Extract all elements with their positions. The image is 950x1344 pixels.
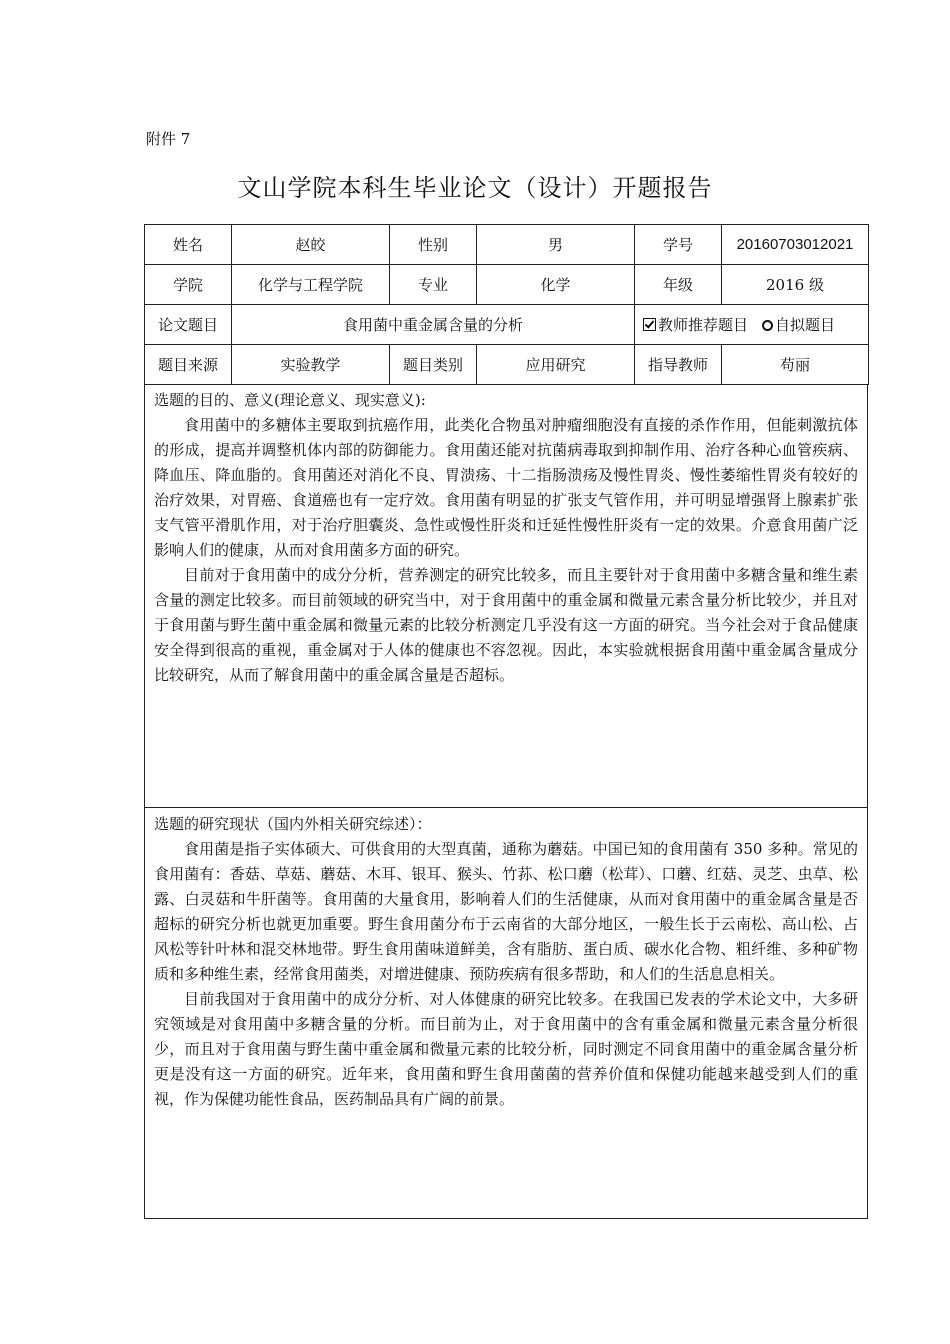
- table-row: [145, 345, 869, 385]
- radio-icon[interactable]: [762, 320, 773, 331]
- research-status-section: [144, 807, 868, 1219]
- table-row: [145, 225, 869, 265]
- page-title: 文山学院本科生毕业论文（设计）开题报告: [237, 174, 713, 202]
- student-id-label: 学号: [635, 225, 722, 265]
- attachment-label: 附件 7: [146, 130, 191, 148]
- topic-value: 食用菌中重金属含量的分析: [232, 305, 635, 345]
- grade-label: 年级: [635, 265, 722, 305]
- paragraph: 目前我国对于食用菌中的成分分析、对人体健康的研究比较多。在我国已发表的学术论文中，大多研究领域是对食用菌中多糖含量的分析。而目前为止，对于食用菌中的含有重金属和微量元素含量分析很少，而且对于食用菌与野生菌中重金属和微量元素的比较分析，同时测定不同食用菌中的重金属含量分析更是没有这一方面的研究。近年来，食用菌和野生食用菌菌的营养价值和保健功能越来越受到人们的重视，作为保健功能性食品，医药制品具有广阔的前景。: [154, 990, 858, 1108]
- table-row: [145, 265, 869, 305]
- source-value: 实验教学: [232, 345, 390, 385]
- advisor-value: 苟丽: [722, 345, 869, 385]
- self-chosen-label: 自拟题目: [775, 316, 836, 334]
- topic-type-options: [635, 305, 869, 345]
- source-label: 题目来源: [145, 345, 232, 385]
- grade-value: 2016 级: [722, 265, 869, 305]
- name-value: 赵皎: [232, 225, 390, 265]
- paragraph: 食用菌是指子实体硕大、可供食用的大型真菌，通称为蘑菇。中国已知的食用菌有 350 多种。常见的食用菌有：香菇、草菇、蘑菇、木耳、银耳、猴头、竹荪、松口蘑（松茸）、口蘑、红菇、灵芝、虫草、松露、白灵菇和牛肝菌等。食用菌的大量食用，影响着人们的生活健康，从而对食用菌中的重金属含量是否超标的研究分析也就更加重要。野生食用菌分布于云南省的大部分地区，一般生长于云南松、高山松、占风松等针叶林和混交林地带。野生食用菌味道鲜美，含有脂肪、蛋白质、碳水化合物、粗纤维、多种矿物质和多种维生素，经常食用菌类，对增进健康、预防疾病有很多帮助，和人们的生活息息相关。: [154, 840, 858, 983]
- college-value: 化学与工程学院: [232, 265, 390, 305]
- section-heading: 选题的研究现状（国内外相关研究综述）：: [154, 815, 432, 833]
- paragraph: 目前对于食用菌中的成分分析，营养测定的研究比较多，而且主要针对于食用菌中多糖含量和维生素含量的测定比较多。而目前领域的研究当中，对于食用菌中的重金属和微量元素含量分析比较少，并且对于食用菌与野生菌中重金属和微量元素的比较分析测定几乎没有这一方面的研究。当今社会对于食品健康安全得到很高的重视，重金属对于人体的健康也不容忽视。因此，本实验就根据食用菌中重金属含量成分比较研究，从而了解食用菌中的重金属含量是否超标。: [154, 566, 858, 684]
- gender-value: 男: [477, 225, 635, 265]
- category-label: 题目类别: [390, 345, 477, 385]
- table-row: [145, 305, 869, 345]
- gender-label: 性别: [390, 225, 477, 265]
- student-id-value: 20160703012021: [722, 225, 869, 265]
- section-heading: 选题的目的、意义(理论意义、现实意义):: [154, 391, 426, 409]
- advisor-label: 指导教师: [635, 345, 722, 385]
- name-label: 姓名: [145, 225, 232, 265]
- college-label: 学院: [145, 265, 232, 305]
- category-value: 应用研究: [477, 345, 635, 385]
- teacher-recommended-label: 教师推荐题目: [658, 316, 749, 334]
- purpose-section: [144, 384, 868, 808]
- major-value: 化学: [477, 265, 635, 305]
- paragraph: 食用菌中的多糖体主要取到抗癌作用，此类化合物虽对肿瘤细胞没有直接的杀作作用，但能刺激抗体的形成，提高并调整机体内部的防御能力。食用菌还能对抗菌病毒取到抑制作用、治疗各种心血管疾病、降血压、降血脂的。食用菌还对消化不良、胃溃疡、十二指肠溃疡及慢性胃炎、慢性萎缩性胃炎有较好的治疗效果，对胃癌、食道癌也有一定疗效。食用菌有明显的扩张支气管作用，并可明显增强肾上腺素扩张支气管平滑肌作用，对于治疗胆囊炎、急性或慢性肝炎和迁延性慢性肝炎有一定的效果。介意食用菌广泛影响人们的健康，从而对食用菌多方面的研究。: [154, 416, 858, 559]
- major-label: 专业: [390, 265, 477, 305]
- checkbox-checked-icon[interactable]: [643, 318, 656, 331]
- topic-label: 论文题目: [145, 305, 232, 345]
- info-table: [144, 224, 869, 385]
